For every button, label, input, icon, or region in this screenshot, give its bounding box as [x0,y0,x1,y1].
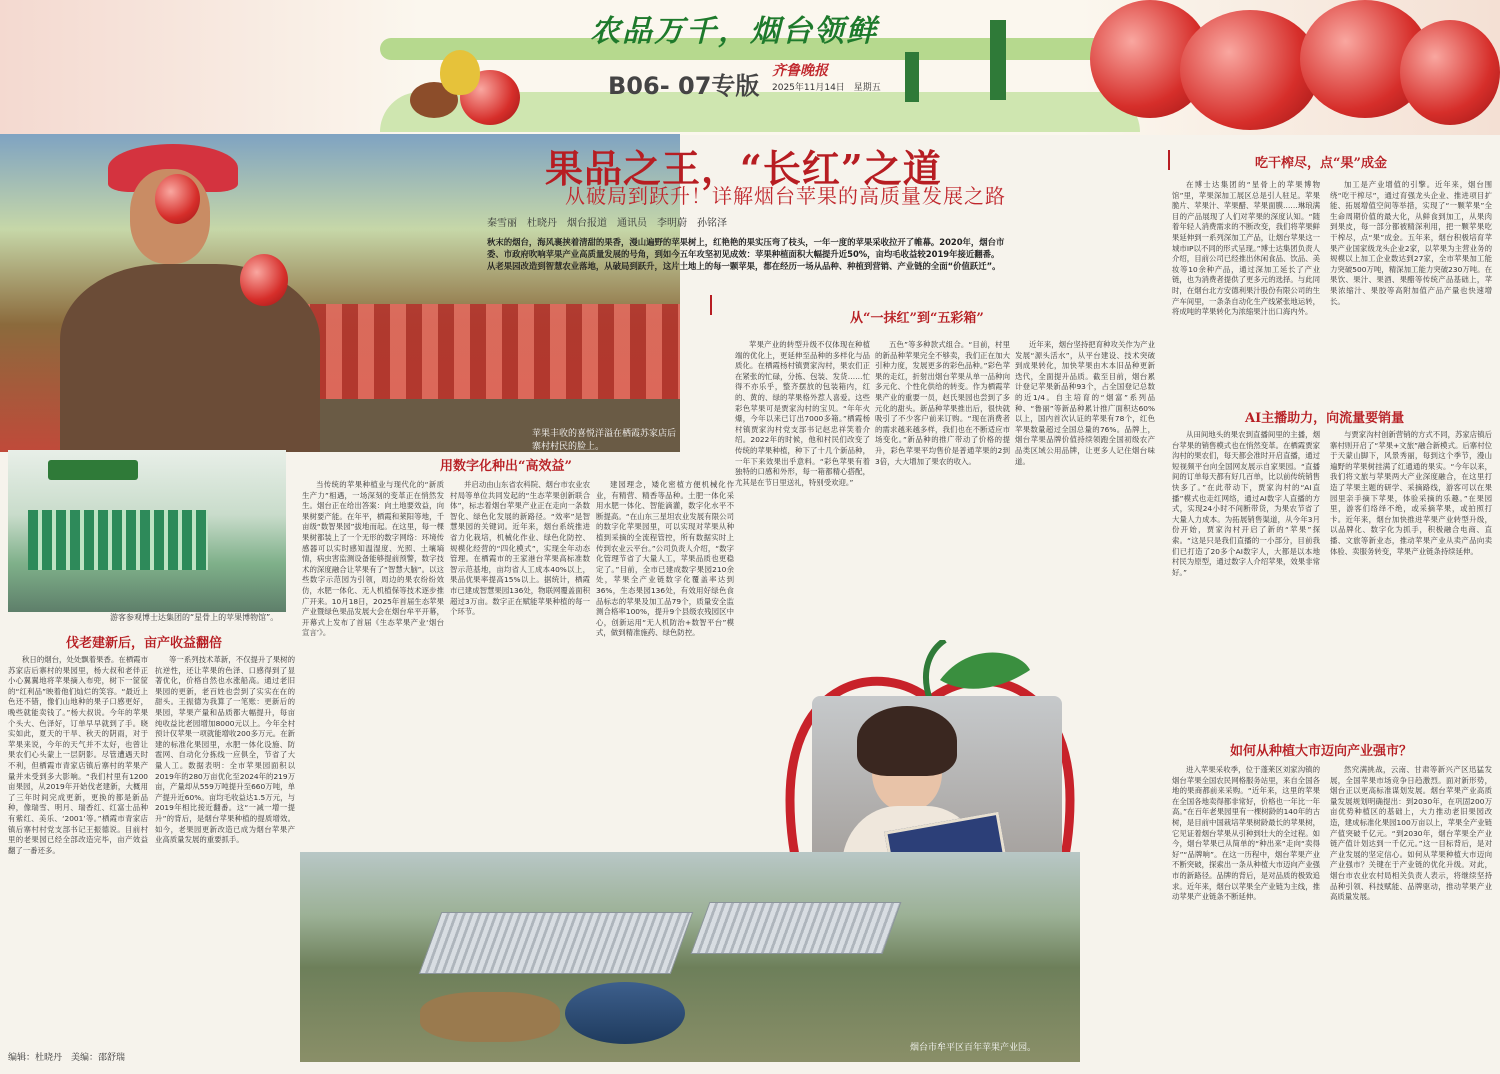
byline: 秦雪丽 杜晓丹 烟台报道 通讯员 李明蔚 孙铭泽 [487,218,727,229]
banner-apple-icon [1180,10,1320,130]
column-7: 五色”等多种款式组合。“目前，村里的新品种苹果完全不够卖，我们正在加大引种力度，发展更多的彩色品种。”彩色苹果的走红，折射出烟台苹果从单一品种向多元化、个性化供给的转变。作为栖霞苹果产业的重要一员，赵氏果园也尝到了多元化的甜头。新品种苹果推出后，很快就吸引了不少客户前来订购。“现在消费者的需求越来越多样，我们也在不断适应市场变化。”新品种的推广带动了价格的提升，彩色苹果平均售价是普通苹果的2到3倍，大大增加了果农的收入。 [875,340,1010,466]
newspaper-logo: 齐鲁晚报 [772,63,828,79]
banner-pear-icon [440,50,480,95]
greenhouse-block [691,902,902,954]
garden-maze [420,992,560,1042]
lead-paragraph: 秋末的烟台，海风裹挟着清甜的果香，漫山遍野的苹果树上，红艳艳的果实压弯了枝头，一年一度的苹果采收拉开了帷幕。2020年，烟台市委、市政府吹响苹果产业高质量发展的号角，到如今五年攻坚初见成效：苹果种植面积大幅提升近50%，亩均毛收益较2019年接近翻番。从老果园改造到智慧农业落地，从破局到跃升，这片土地上的每一颗苹果，都在经历一场从品种、种植到营销、产业链的全面“价值跃迁”。 [487,237,1005,271]
column-10: 加工是产业增值的引擎。近年来，烟台围绕“吃干榨尽”，通过育强龙头企业、推进项目扩能、拓展增值空间等举措，实现了“一颗苹果”全生命周期价值的最大化，从鲜食到加工，从果肉到果皮，每一部分都被精深利用，把一颗苹果吃干榨尽，点“果”成金。五年来，烟台积极培育苹果产业国家级龙头企业2家，以苹果为主营业务的规模以上加工企业数达到27家，全市苹果加工能力突破500万吨，精深加工能力突破230万吨。在果饮、果汁、果酒、果醋等传统产品基础上，苹果浓缩汁、果胶等高附加值产品产量也快速增长。 [1330,180,1492,306]
column-3: 当传统的苹果种植业与现代化的“新质生产力”相遇，一场深刻的变革正在悄然发生。烟台正在给出答案：向土地要效益，向果树要产能。在年平，栖霞和莱阳等地，千亩级“数智果园”拔地而起。在这里，每一棵果树都装上了一个无形的数字网络：环境传感器可以实时感知温湿度、光照、土壤墒情，病虫害监测设备能够提前预警，数字技术的深度融合让苹果有了“智慧大脑”。以这些数字示范园为引领，周边的果农纷纷效仿，水肥一体化、无人机植保等技术逐步推广开来。10月18日，2025年首届生态苹果产业暨绿色果品发展大会在烟台牟平开幕，开幕式上发布了首届《生态苹果产业‘烟台宣言’》。 [302,480,444,638]
column-2: 等一系列技术革新，不仅提升了果树的抗逆性，还让苹果的色泽、口感得到了显著优化，价格自然也水涨船高。通过老旧果园的更新，老百姓也尝到了实实在在的甜头。王振德为我算了一笔账：更新后的果园，苹果产量和品质都大幅提升，每亩纯收益比老园增加8000元以上。今年全村预计仅苹果一项就能增收200多万元。在新建的标准化果园里，水肥一体化设施、防雹网、自动化分拣线一应俱全，节省了大量人工。数据表明：全市苹果园面积以2019年的280万亩优化至2024年的219万亩，产量却从559万吨提升至660万吨，单产提升近60%。亩均毛收益达1.5万元，与2019年相比接近翻番。这“一减一增一提升”的背后，是烟台苹果种植的提质增效。如今，老果园更新改造已成为烟台苹果产业高质量发展的重要抓手。 [155,655,295,845]
column-9: 在博士达集团的“星骨上的苹果博物馆”里，苹果深加工展区总是引人驻足。苹果脆片、苹果汁、苹果醋、苹果面膜……琳琅满目的产品展现了人们对苹果的深度认知。“随着年轻人消费需求的不断改变，我们将苹果鲜果延伸到一系列深加工产品，让烟台苹果这一城市IP以不同的形式呈现。”博士达集团负责人介绍，目前公司已经推出休闲食品、饮品、美妆等10余种产品，通过深加工延长了产业链，也为消费者提供了更多元的选择。与此同时，在烟台北方安德利果汁股份有限公司的生产车间里，一条条自动化生产线紧张地运转，将成吨的苹果转化为浓缩果汁出口海内外。 [1172,180,1320,317]
visitor-center-dome [565,982,685,1044]
column-14: 然究满挑战，云南、甘肃等新兴产区迅猛发展，全国苹果市场竞争日趋激烈。面对新形势，烟台正以更高标准谋划发展。烟台苹果产业高质量发展规划明确提出：到2030年，在巩固200万亩优势种植区的基础上，大力推动老旧果园改造，建成标准化果园100万亩以上，苹果全产业链产值突破千亿元。“到2030年，烟台苹果全产业链产值计划达到一千亿元。”这一目标背后，是对产业发展的坚定信心。如何从苹果种植大市迈向产业强市？关键在于产业链的优化升级。对此，烟台市农业农村局相关负责人表示，将继续坚持品种引领、科技赋能、品牌驱动，推动苹果产业高质量发展。 [1330,765,1492,902]
section-heading-digital: 用数字化种出“高效益” [440,459,572,474]
section-heading-renewal: 伐老建新后，亩产收益翻倍 [66,636,223,651]
section-rule [710,295,712,315]
section-heading-industry: 如何从种植大市迈向产业强市？ [1230,744,1413,759]
section-heading-ai: AI主播助力，向流量要销量 [1245,411,1405,426]
headline-subtitle: 从破局到跃升！详解烟台苹果的高质量发展之路 [565,184,1006,208]
held-apple-icon [155,174,200,224]
banner-lighthouse-icon [990,20,1006,100]
main-photo-caption: 苹果丰收的喜悦洋溢在栖霞苏家店后寨村村民的脸上。 [532,429,677,452]
section-heading-processing: 吃干榨尽，点“果”成金 [1255,156,1387,171]
edition-number: B06- 07专版 [608,72,760,100]
banner-tower-icon [905,52,919,102]
column-4: 并启动由山东省农科院、烟台市农业农村局等单位共同发起的“生态苹果创新联合体”，标志着烟台苹果产业正在走向一条数智化、绿色化发展的新路径。“效率”是智慧果园的关键词。近年来，烟台系统推进省力化栽培，机械化作业、绿色化防控、规模化经营的“四化模式”，实现全年动态管理。在栖霞市的王家港台苹果高标准数智示范基地，亩均省人工成本40%以上，果品优果率提高15%以上。据统计，栖霞市已建成智慧果园136处，物联网覆盖面积超过3万亩。数字正在赋能苹果种植的每一个环节。 [450,480,590,617]
column-5: 建园理念，矮化密植方便机械化作业，有精营、精香等品种。土肥一体化采用水肥一体化、智能滴灌，数字化水平不断提高。“在山东三星坦农业发展有限公司的数字化苹果园里，可以实现对苹果从种植到采摘的全流程管控，所有数据实时上传到农业云平台。”公司负责人介绍，“数字化管理节省了大量人工，苹果品质也更稳定了。”目前，全市已建成数字果园210余处，苹果全产业链数字化覆盖率达到36%，生态果园136处，有效用好绿色食品标志的苹果及加工品79个，质量安全监测合格率100%，提升9个县级农残园区中心，创新运用“无人机防治+数智平台”模式，做到精准施药、绿色防控。 [596,480,734,638]
aerial-orchard-park-photo [300,852,1080,1062]
museum-sign [48,460,138,480]
column-12: 与贾家沟村创新营销的方式不同，苏家店镇后寨村则开启了“苹果+文旅”融合新模式。后寨村位于天蒙山脚下，风景秀丽，每到这个季节，漫山遍野的苹果树挂满了红通通的果实。“今年以来，我们将文旅与苹果两大产业深度融合，在这里打造了苹果主题的研学、采摘路线，游客可以在果园里亲手摘下苹果，体验采摘的乐趣。”在果园里，游客们络绎不绝，或采摘苹果，或拍照打卡。近年来，烟台加快推进苹果产业转型升级，以品牌化、数字化为抓手，积极融合电商、直播、文旅等新业态，推动苹果产业从卖产品向卖体验、卖服务转变，苹果产业链条持续延伸。 [1330,430,1492,556]
column-1: 秋日的烟台，处处飘着果香。在栖霞市苏家店后寨村的果园里，杨大叔和老伴正小心翼翼地将苹果摘入布兜，树下一筐筐的“红利品”映着他们灿烂的笑容。“最近上色还不错，像们山地种的果子口感更好，晚些就能卖钱了。”杨大叔说。今年的苹果个头大、色泽好，订单早早就到了手。晓实如此，夏天的干旱、秋天的阴雨，对于苹果来说，今年的天气并不太好，也曾让果农们心头蒙上一层阴影。尽管遭遇天时不利，但栖霞市青家店镇后寨村的苹果产量并未受到多大影响。“我们村里有1200亩果园，从2019年开始伐老建新，大概用了三年时间完成更新，更换的都是新品种，像瑞雪、明月、瑞香红、红富士品种有紫红、美乐、‘2001’等。”栖霞市青家店镇后寨村村党支部书记王振德说。目前村里的老果园已经全部改造完毕，亩产效益翻了一番还多。 [8,655,148,855]
banner-apple-icon [1400,20,1500,125]
column-11: 从田间地头的果农到直播间里的主播，烟台苹果的销售模式也在悄然变革。在栖霞贾家沟村的果农们，每天都会准时开启直播，通过短视频平台向全国网友展示自家果园。“直播间的订单每天都有好几百单，比以前传统销售快多了。”在此带动下，贾家沟村的“AI直播”模式也走红网络，通过AI数字人直播的方式，实现24小时不间断带货，为果农节省了大量人力成本。为拓展销售渠道，从今年3月份开始，贾家沟村开启了新的“苹果”探索。“这是只是我们直播的一小部分，目前我们已打造了20多个AI数字人，大都是以本地村民为原型，通过数字人介绍苹果，效果非常好。” [1172,430,1320,577]
editor-credits: 编辑：杜晓丹 美编：邵舒瑞 [8,1053,126,1063]
headline-title: 果品之王，“长红”之道 [545,146,942,191]
column-8: 近年来，烟台坚持把育种攻关作为产业发展“源头活水”，从平台建设、技术突破到成果转化，加快苹果由木本旧品种更新迭代，全面提升品质。截至目前，烟台累计登记苹果新品种93个，占全国登记总数的近1/4。自主培育的“烟富”系列品种、“鲁丽”等新品种累计推广面积达60%以上，国内首次认证的苹果有78个，红色苹果数量超过全国总量的76%。品牌上，烟台苹果品牌价值持续领跑全国初级农产品类区域公用品牌，让更多人记住烟台味道。 [1015,340,1155,466]
greenhouse-block [419,912,694,974]
section-heading-colors: 从“一抹红”到“五彩箱” [850,311,984,326]
woman-hair [857,706,957,776]
aerial-photo-caption: 烟台市牟平区百年苹果产业园。 [910,1043,1037,1053]
column-6: 苹果产业的转型升级不仅体现在种植端的优化上，更延伸至品种的多样化与品质化。在栖霞杨村镇贾家沟村，果农们正在紧张的忙碌，分拣、包装、发货……忙得不亦乐乎，整齐摆放的包装箱内，红的、黄的、绿的苹果格外惹人喜爱。这些彩色苹果可是贾家沟村的宝贝。“年年火爆，今年以来已订出7000多箱。”栖霞杨村镇贾家沟村党支部书记赵忠祥笑着介绍。2022年的时候，他和村民们改变了传统的苹果种植，种下了十几个新品种，一年下来效果出乎意料。“彩色苹果有着独特的口感和外形，每一箱都精心搭配，尤其是在节日里送礼，特别受欢迎。” [735,340,870,487]
banner-slogan: 农品万千，烟台领鲜 [590,14,878,49]
issue-date: 2025年11月14日 星期五 [772,83,881,93]
museum-photo [8,450,286,612]
museum-display-shelf [28,510,208,570]
column-13: 进入苹果采收季，位于蓬莱区刘家沟镇的烟台苹果全国农民网格服务站里，来自全国各地的果商都前来采购。“近年来，这里的苹果在全国各地卖得都非常好，价格也一年比一年高。”在百年老果园里有一棵树龄的140年的古树，是目前中国栽培苹果树龄最长的苹果树，它见证着烟台苹果从引种到壮大的全过程。如今，烟台苹果已从简单的“种出来”走向“卖得好”“品牌响”。在这一历程中，烟台苹果产业不断突破，探索出一条从种植大市迈向产业强市的新路径。品牌的背后，是对品质的极致追求。近年来，烟台以苹果全产业链为主线，推动苹果产业链条不断延伸。 [1172,765,1320,902]
held-apple-icon [240,254,288,306]
museum-photo-caption: 游客参观博士达集团的“星骨上的苹果博物馆”。 [110,613,279,622]
section-rule [1168,150,1170,170]
